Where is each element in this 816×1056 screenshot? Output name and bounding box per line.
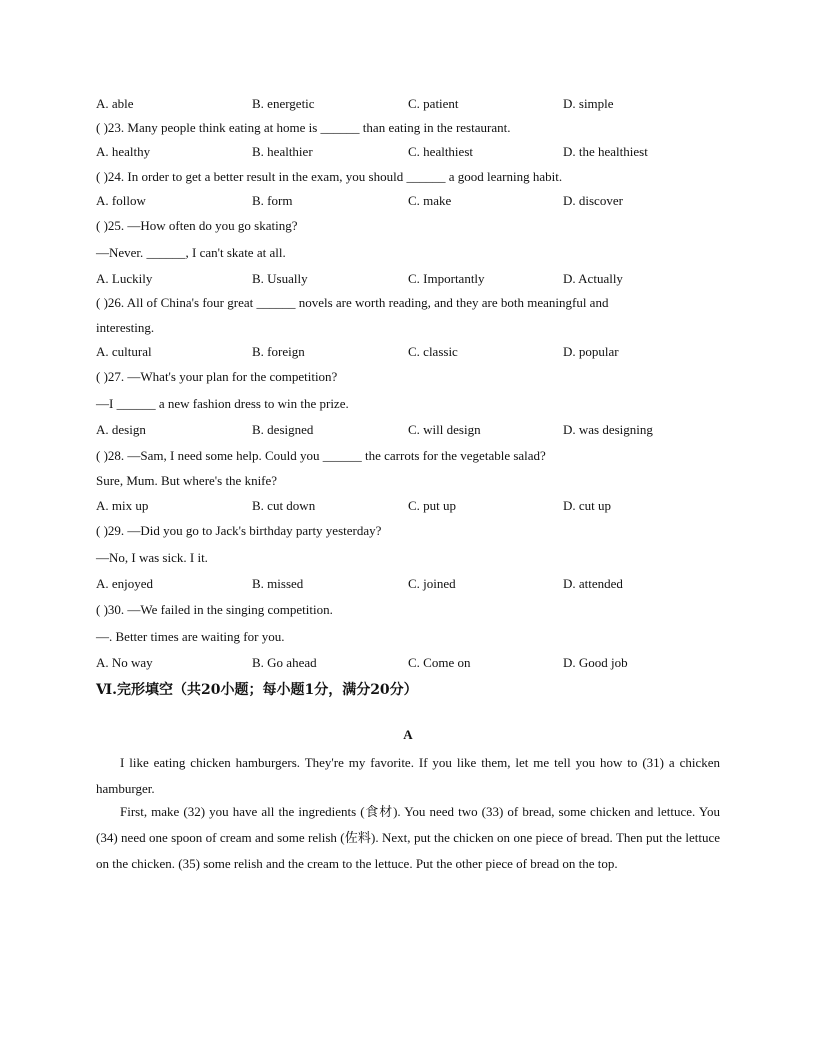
option-a: A. No way	[96, 655, 153, 670]
option-b: B. Usually	[252, 271, 308, 286]
q30-options	[96, 655, 736, 671]
q28-stem-2: Sure, Mum. But where's the knife?	[96, 473, 278, 488]
option-b: B. cut down	[252, 498, 316, 513]
q23-options	[96, 144, 736, 160]
q25-stem-2: —Never. ______, I can't skate at all.	[96, 245, 286, 260]
option-b: B. healthier	[252, 144, 313, 159]
option-a: A. Luckily	[96, 271, 153, 286]
option-c: C. patient	[408, 96, 459, 111]
q29-stem-2: —No, I was sick. I it.	[96, 550, 208, 565]
option-c: C. joined	[408, 576, 456, 591]
option-b: B. designed	[252, 422, 314, 437]
option-b: B. energetic	[252, 96, 315, 111]
option-a: A. able	[96, 96, 134, 111]
option-d: D. Actually	[563, 271, 623, 286]
option-c: C. healthiest	[408, 144, 473, 159]
section-title: Ⅵ.完形填空（共20小题；每小题1分，满分20分）	[96, 682, 418, 698]
option-c: C. put up	[408, 498, 457, 513]
passage-title: A	[403, 727, 413, 742]
q28-stem: ( )28. —Sam, I need some help. Could you ______ the carrots for the vegetable salad?	[96, 448, 546, 463]
option-c: C. Importantly	[408, 271, 485, 286]
option-d: D. Good job	[563, 655, 628, 670]
q30-stem: ( )30. —We failed in the singing competition.	[96, 602, 333, 617]
q23-stem: ( )23. Many people think eating at home is ______ than eating in the restaurant.	[96, 120, 511, 135]
option-c: C. make	[408, 193, 452, 208]
q24-options	[96, 193, 736, 209]
q22-options	[96, 96, 736, 112]
option-a: A. design	[96, 422, 146, 437]
option-b: B. foreign	[252, 344, 305, 359]
q27-stem: ( )27. —What's your plan for the competition?	[96, 369, 338, 384]
option-a: A. enjoyed	[96, 576, 154, 591]
option-d: D. attended	[563, 576, 623, 591]
option-d: D. the healthiest	[563, 144, 648, 159]
paragraph-text: First, make (32) you have all the ingredients (食材). You need two (33) of bread, some chicken and lettuce. You (34) need one spoon of cream and some relish (佐料). Next, put the chicken on one piece of bread. Then put the lettuce on the chicken. (35) some relish and the cream to the lettuce. Put the other piece of bread on the top.	[96, 804, 720, 871]
option-c: C. classic	[408, 344, 458, 359]
option-a: A. mix up	[96, 498, 149, 513]
q29-stem: ( )29. —Did you go to Jack's birthday party yesterday?	[96, 523, 382, 538]
q28-options	[96, 498, 736, 514]
q30-stem-2: —. Better times are waiting for you.	[96, 629, 285, 644]
option-d: D. simple	[563, 96, 614, 111]
q26-stem: ( )26. All of China's four great ______ novels are worth reading, and they are both meaningful and	[96, 295, 609, 310]
q25-options	[96, 271, 736, 287]
option-a: A. healthy	[96, 144, 151, 159]
option-d: D. was designing	[563, 422, 653, 437]
q29-options	[96, 576, 736, 592]
option-c: C. Come on	[408, 655, 471, 670]
option-b: B. form	[252, 193, 293, 208]
option-d: D. discover	[563, 193, 623, 208]
option-b: B. Go ahead	[252, 655, 317, 670]
passage-paragraph-2	[96, 799, 720, 877]
q26-options	[96, 344, 736, 360]
option-d: D. popular	[563, 344, 619, 359]
q24-stem: ( )24. In order to get a better result in the exam, you should ______ a good learning habit.	[96, 169, 563, 184]
passage-paragraph-1	[96, 750, 720, 802]
option-d: D. cut up	[563, 498, 612, 513]
q27-options	[96, 422, 736, 438]
q27-stem-2: —I ______ a new fashion dress to win the prize.	[96, 396, 349, 411]
option-a: A. cultural	[96, 344, 152, 359]
q25-stem: ( )25. —How often do you go skating?	[96, 218, 298, 233]
paragraph-text: I like eating chicken hamburgers. They're my favorite. If you like them, let me tell you how to (31) a chicken hamburger.	[96, 755, 720, 796]
option-a: A. follow	[96, 193, 146, 208]
option-b: B. missed	[252, 576, 304, 591]
option-c: C. will design	[408, 422, 481, 437]
q26-stem-2: interesting.	[96, 320, 155, 335]
